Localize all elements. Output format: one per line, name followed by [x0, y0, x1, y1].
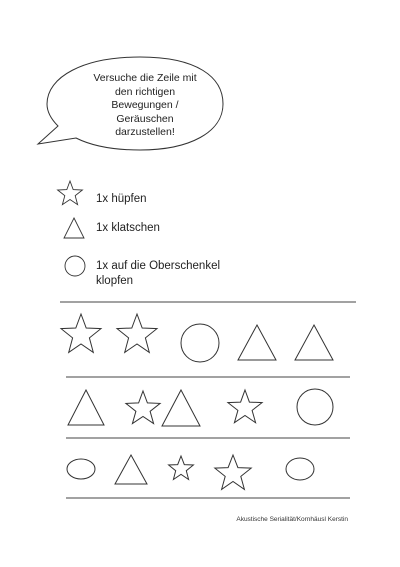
triangle-icon	[115, 455, 147, 484]
instruction-line: den richtigen	[114, 85, 176, 98]
legend-line: klopfen	[96, 275, 134, 287]
star-icon	[215, 455, 251, 489]
triangle-icon	[64, 218, 84, 238]
circle-icon	[65, 256, 85, 276]
star-icon	[117, 314, 157, 352]
instruction-line: darzustellen!	[115, 126, 175, 138]
circle-icon	[181, 324, 219, 362]
legend-line: 1x klatschen	[96, 222, 160, 234]
triangle-icon	[68, 390, 104, 425]
circle-icon	[286, 458, 314, 480]
circle-icon	[297, 389, 333, 425]
instruction-line: Versuche die Zeile mit	[93, 72, 197, 84]
legend-star-label	[96, 192, 147, 207]
star-icon	[58, 181, 83, 205]
footer-credit: Akustische Serialität/Kornhäusl Kerstin	[236, 516, 348, 523]
legend-circle-label	[96, 259, 220, 289]
star-icon	[61, 314, 101, 352]
star-icon	[169, 456, 194, 480]
legend-triangle-label	[96, 221, 160, 236]
star-icon	[126, 391, 160, 424]
triangle-icon	[295, 325, 333, 360]
instruction-text	[60, 72, 230, 140]
instruction-line: Bewegungen /	[111, 99, 179, 111]
triangle-icon	[238, 325, 276, 360]
instruction-line: Geräuschen	[116, 112, 174, 125]
legend-line: 1x hüpfen	[96, 193, 147, 205]
triangle-icon	[162, 390, 200, 426]
star-icon	[228, 390, 262, 423]
circle-icon	[67, 459, 95, 479]
legend-line: 1x auf die Oberschenkel	[96, 260, 221, 272]
